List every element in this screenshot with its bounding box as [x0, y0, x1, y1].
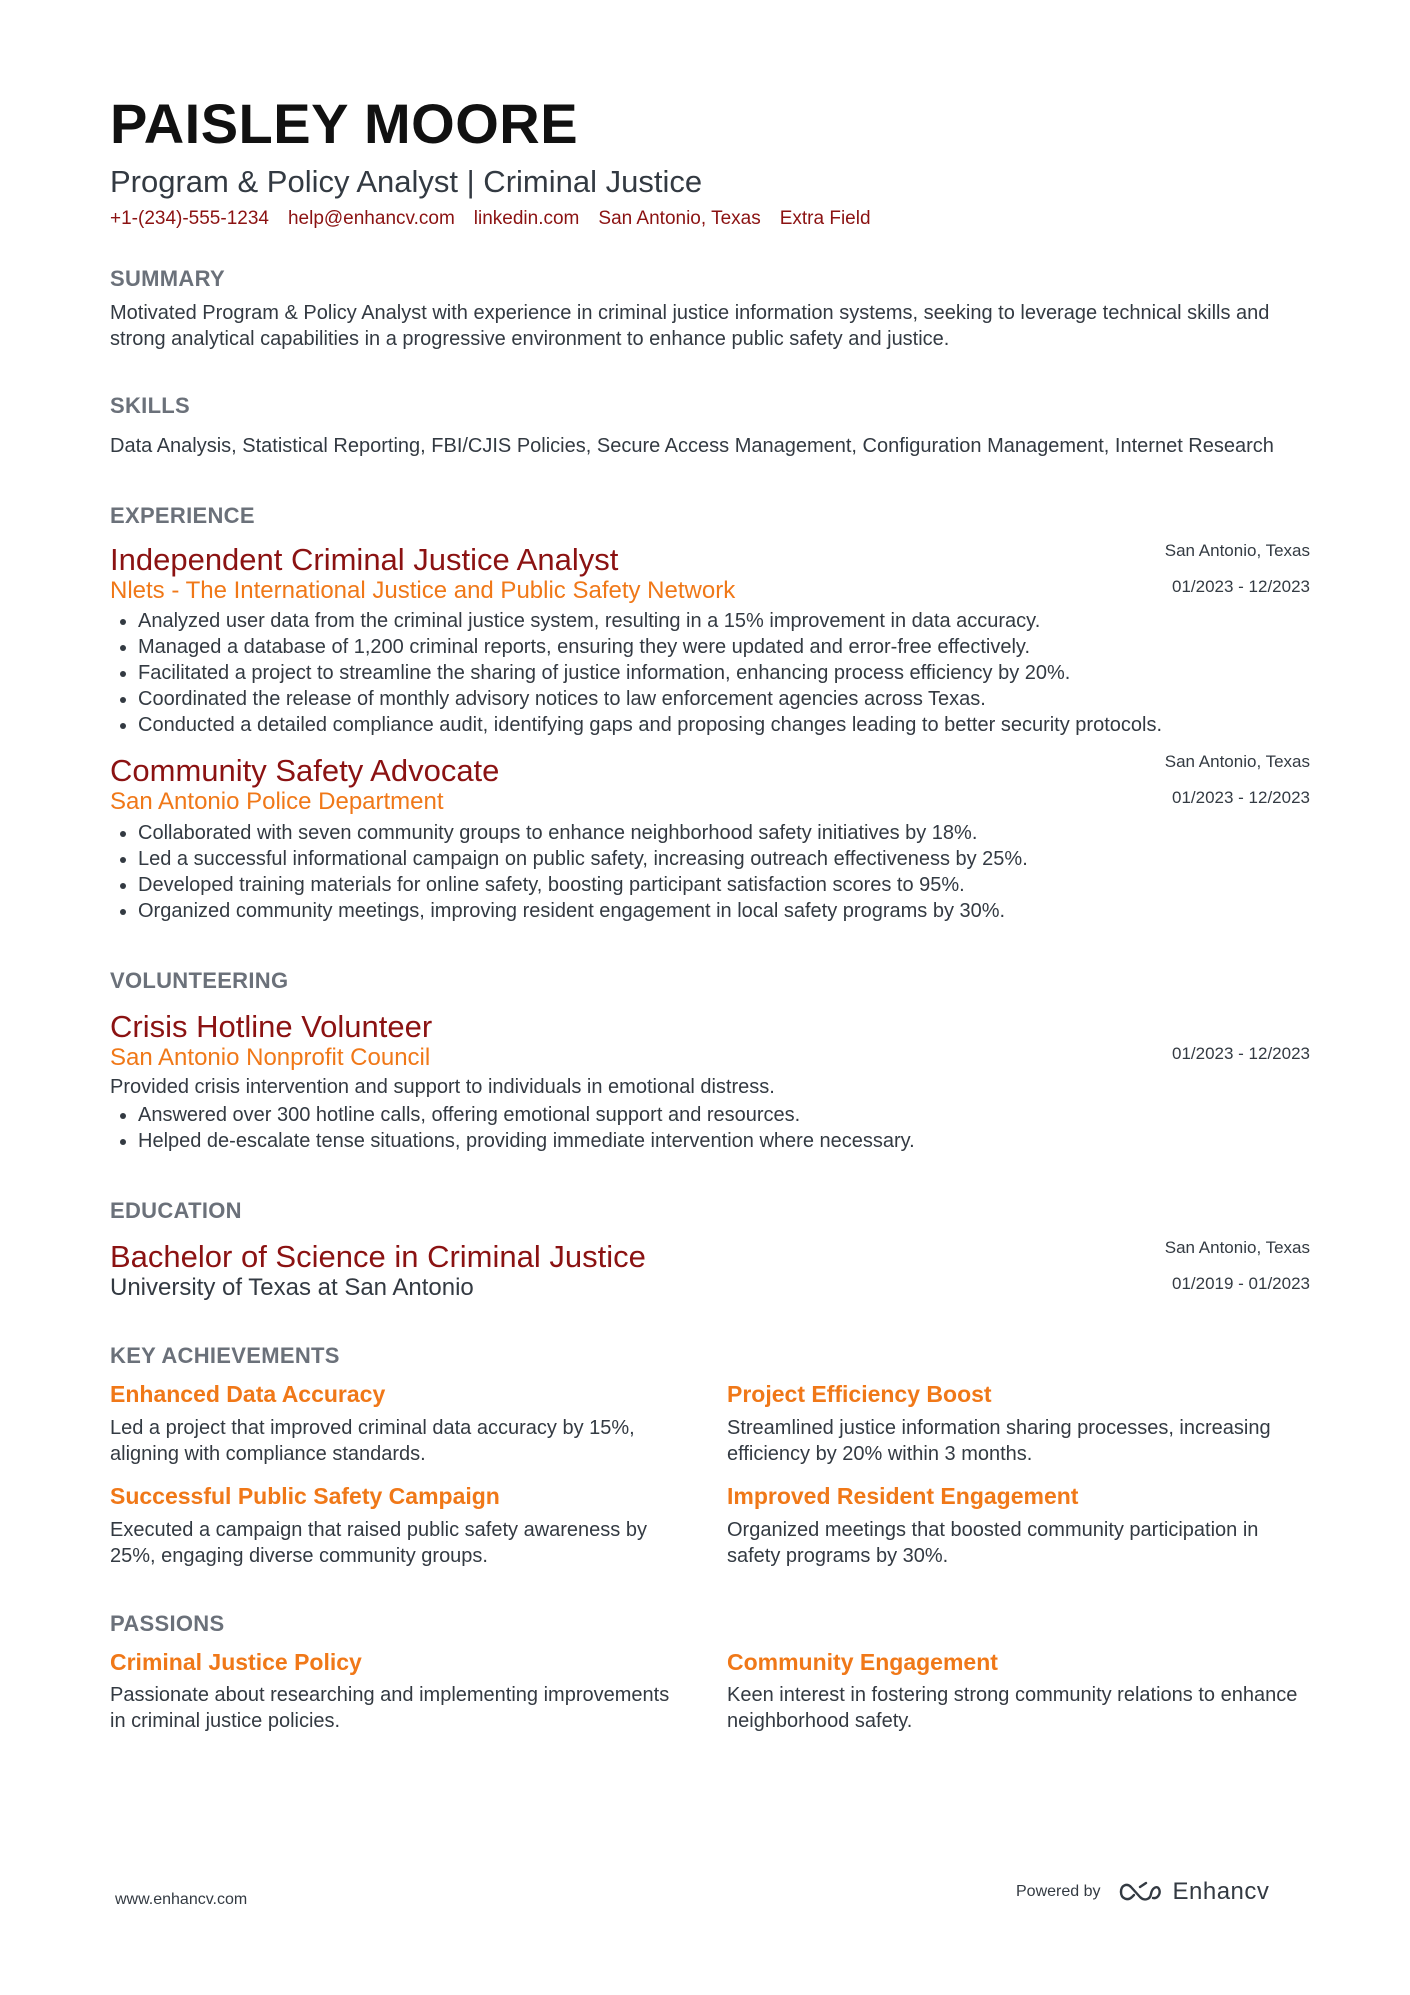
section-title: SKILLS: [110, 392, 191, 418]
achievement-item: [110, 1381, 727, 1467]
footer-website[interactable]: www.enhancv.com: [115, 1891, 248, 1908]
bullet-item: • Facilitated a project to streamline the sharing of justice information, enhancing process efficiency by 20%.: [138, 660, 1310, 686]
bullet-item: • Collaborated with seven community groups to enhance neighborhood safety initiatives by 18%.: [138, 820, 1310, 846]
section-title: PASSIONS: [110, 1610, 225, 1636]
section-title: SUMMARY: [110, 265, 225, 291]
passion-item: [110, 1649, 727, 1735]
entry-dates: 01/2023 - 12/2023: [1171, 1044, 1310, 1064]
passion-description: Keen interest in fostering strong community relations to enhance neighborhood safety.: [727, 1684, 1298, 1733]
passion-title: Community Engagement: [727, 1648, 998, 1675]
achievements-grid: [110, 1381, 1310, 1568]
experience-entry: [110, 540, 1310, 739]
passion-description: Passionate about researching and implementing improvements in criminal justice policies.: [110, 1684, 670, 1733]
entry-role: Crisis Hotline Volunteer: [110, 1009, 433, 1045]
contact-phone[interactable]: +1-(234)-555-1234: [110, 207, 269, 229]
entry-description: Provided crisis intervention and support to individuals in emotional distress.: [110, 1075, 775, 1098]
bullet-item: • Coordinated the release of monthly advisory notices to law enforcement agencies across Texas.: [138, 686, 1310, 712]
passion-item: [727, 1649, 1327, 1735]
bullet-item: • Managed a database of 1,200 criminal reports, ensuring they were updated and error-free effectively.: [138, 634, 1310, 660]
summary-section: [110, 266, 1310, 352]
achievement-description: Executed a campaign that raised public safety awareness by 25%, engaging diverse community groups.: [110, 1518, 647, 1567]
summary-text: Motivated Program & Policy Analyst with experience in criminal justice information systems, seeking to leverage technical skills and strong analytical capabilities in a progressive environment to enhance public safety and justice.: [110, 301, 1270, 350]
resume-header: [110, 92, 1310, 230]
education-school: University of Texas at San Antonio: [110, 1273, 474, 1301]
candidate-name: PAISLEY MOORE: [110, 92, 579, 155]
volunteering-section: [110, 968, 1310, 1154]
experience-section: [110, 503, 1310, 924]
volunteering-entry: [110, 1010, 1310, 1154]
bullet-item: • Answered over 300 hotline calls, offering emotional support and resources.: [138, 1102, 1310, 1128]
achievement-description: Organized meetings that boosted community participation in safety programs by 30%.: [727, 1518, 1259, 1567]
achievement-item: [110, 1483, 727, 1569]
section-title: KEY ACHIEVEMENTS: [110, 1343, 340, 1369]
contact-location: San Antonio, Texas: [598, 207, 761, 229]
contact-extra-field: Extra Field: [779, 207, 871, 229]
entry-location: San Antonio, Texas: [1164, 752, 1310, 772]
bullet-item: • Helped de-escalate tense situations, providing immediate intervention where necessary.: [138, 1128, 1310, 1154]
footer-branding: [1016, 1878, 1269, 1906]
entry-organization: Nlets - The International Justice and Public Safety Network: [110, 576, 736, 604]
entry-role: Community Safety Advocate: [110, 753, 500, 789]
passion-title: Criminal Justice Policy: [110, 1648, 362, 1675]
entry-dates: 01/2023 - 12/2023: [1171, 788, 1310, 808]
achievements-section: [110, 1343, 1310, 1568]
brand-logo[interactable]: [1117, 1878, 1270, 1906]
achievement-title: Successful Public Safety Campaign: [110, 1482, 500, 1509]
bullet-item: • Developed training materials for online safety, boosting participant satisfaction scores to 95%.: [138, 872, 1310, 898]
achievement-title: Improved Resident Engagement: [727, 1482, 1079, 1509]
achievement-item: [727, 1381, 1327, 1467]
passions-grid: [110, 1649, 1310, 1735]
achievement-description: Streamlined justice information sharing processes, increasing efficiency by 20% within 3 months.: [727, 1416, 1271, 1465]
section-title: VOLUNTEERING: [110, 968, 289, 994]
bullet-item: • Led a successful informational campaign on public safety, increasing outreach effectiveness by 25%.: [138, 846, 1310, 872]
achievement-item: [727, 1483, 1327, 1569]
achievement-title: Enhanced Data Accuracy: [110, 1381, 386, 1408]
skills-text: Data Analysis, Statistical Reporting, FBI/CJIS Policies, Secure Access Management, Configuration Management, Internet Research: [110, 434, 1274, 457]
passions-section: [110, 1611, 1310, 1735]
entry-bullets: [110, 1102, 1310, 1154]
enhancv-logo-icon: [1117, 1879, 1163, 1905]
candidate-headline: Program & Policy Analyst | Criminal Justice: [110, 164, 703, 199]
entry-dates: 01/2019 - 01/2023: [1171, 1273, 1310, 1293]
bullet-item: • Organized community meetings, improving resident engagement in local safety programs by 30%.: [138, 898, 1310, 924]
bullet-item: • Conducted a detailed compliance audit, identifying gaps and proposing changes leading to better security protocols.: [138, 712, 1310, 738]
bullet-item: • Analyzed user data from the criminal justice system, resulting in a 15% improvement in data accuracy.: [138, 608, 1310, 634]
entry-dates: 01/2023 - 12/2023: [1171, 576, 1310, 596]
contact-linkedin[interactable]: linkedin.com: [473, 207, 580, 229]
entry-organization: San Antonio Police Department: [110, 788, 444, 816]
achievement-description: Led a project that improved criminal data accuracy by 15%, aligning with compliance standards.: [110, 1416, 635, 1465]
entry-bullets: [110, 820, 1310, 924]
education-entry: [110, 1237, 1310, 1302]
entry-role: Independent Criminal Justice Analyst: [110, 541, 619, 577]
entry-location: San Antonio, Texas: [1164, 1237, 1310, 1257]
section-title: EXPERIENCE: [110, 502, 255, 528]
education-degree: Bachelor of Science in Criminal Justice: [110, 1238, 646, 1274]
resume-page: [110, 92, 1310, 1734]
powered-by-label: Powered by: [1016, 1883, 1101, 1900]
experience-entry: [110, 754, 1310, 924]
entry-bullets: [110, 608, 1310, 738]
achievement-title: Project Efficiency Boost: [727, 1381, 992, 1408]
section-title: EDUCATION: [110, 1197, 242, 1223]
education-section: [110, 1198, 1310, 1302]
brand-name: Enhancv: [1172, 1878, 1270, 1905]
contact-list: [110, 208, 1310, 230]
entry-location: San Antonio, Texas: [1164, 540, 1310, 560]
contact-email[interactable]: help@enhancv.com: [287, 207, 455, 229]
entry-organization: San Antonio Nonprofit Council: [110, 1044, 431, 1072]
skills-section: [110, 393, 1310, 459]
